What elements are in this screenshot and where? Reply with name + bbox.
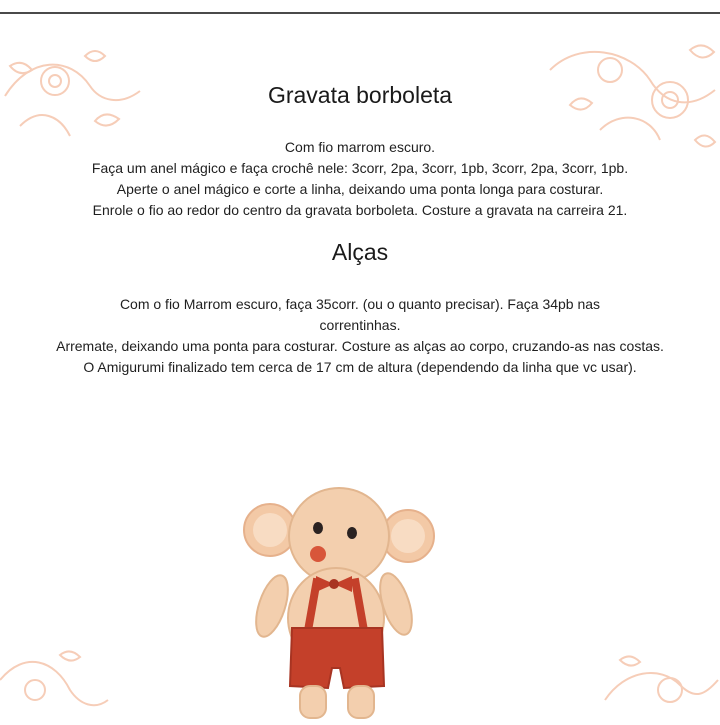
text-line: Arremate, deixando uma ponta para costurar. Costure as alças ao corpo, cruzando-as nas costas. xyxy=(56,338,664,354)
floral-ornament-icon xyxy=(0,640,110,720)
top-border xyxy=(0,0,720,14)
text-line: Aperte o anel mágico e corte a linha, deixando uma ponta longa para costurar. xyxy=(116,181,604,197)
text-line: Faça um anel mágico e faça crochê nele: 3corr, 2pa, 3corr, 1pb, 3corr, 2pa, 3corr, 1pb. xyxy=(91,160,629,176)
section-text-alcas xyxy=(40,294,680,378)
text-line: Enrole o fio ao redor do centro da gravata borboleta. Costure a gravata na carreira 21. xyxy=(92,202,628,218)
text-line: Com fio marrom escuro. xyxy=(284,139,436,155)
text-line: Com o fio Marrom escuro, faça 35corr. (ou o quanto precisar). Faça 34pb nas correntinhas. xyxy=(119,296,601,333)
floral-ornament-icon xyxy=(600,640,720,720)
section-title-alcas: Alças xyxy=(331,239,389,265)
section-text-gravata xyxy=(40,137,680,221)
text-line: O Amigurumi finalizado tem cerca de 17 cm de altura (dependendo da linha que vc usar). xyxy=(83,359,637,375)
amigurumi-mouse-photo xyxy=(236,478,446,720)
pattern-page xyxy=(40,60,680,378)
section-title-gravata: Gravata borboleta xyxy=(267,82,453,108)
